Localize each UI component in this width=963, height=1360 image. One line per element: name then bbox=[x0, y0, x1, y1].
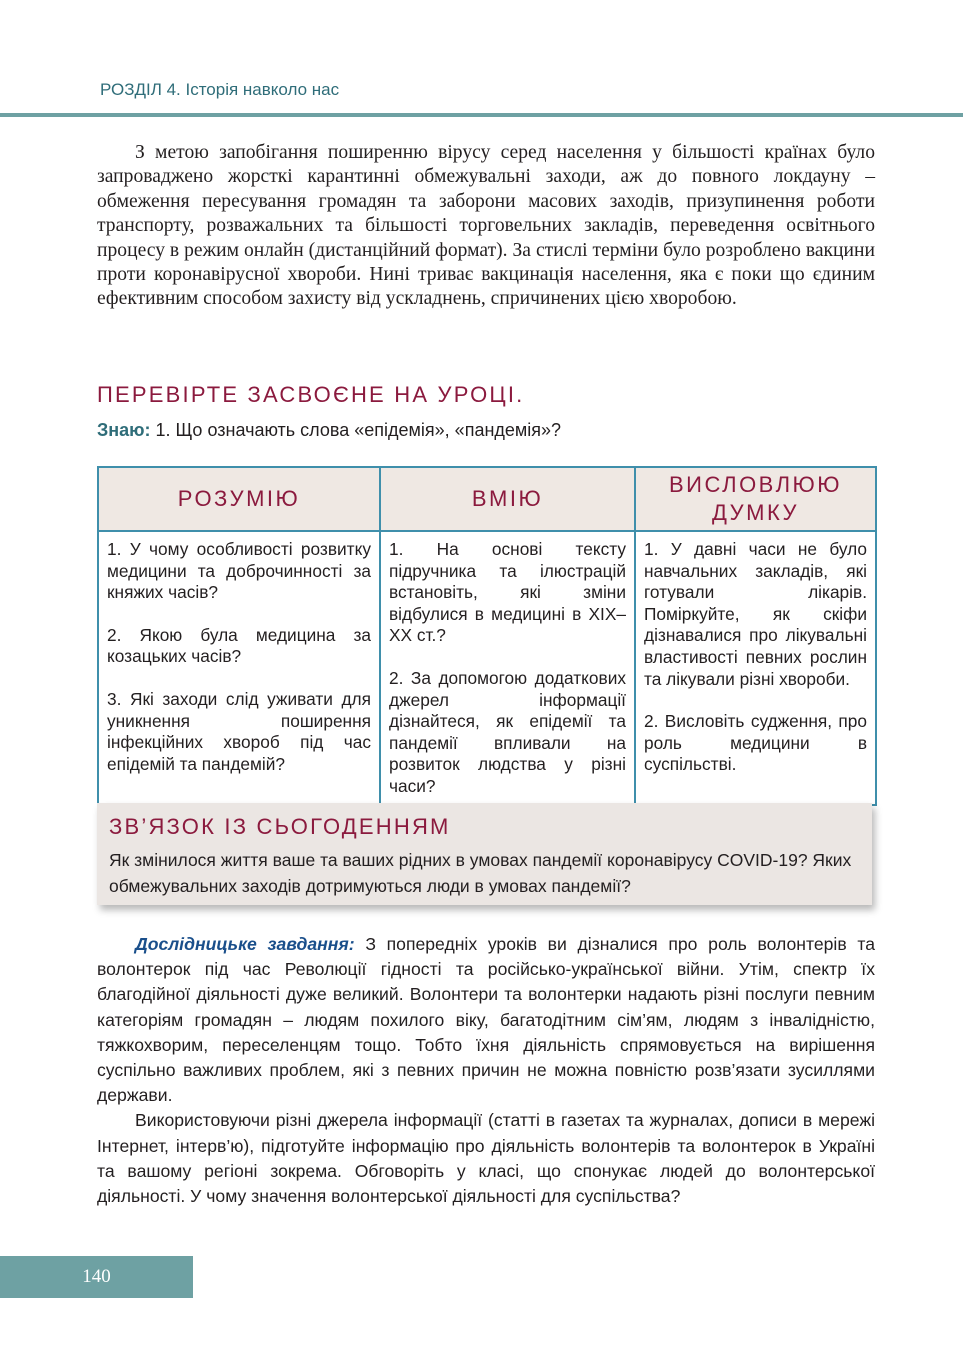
know-text: 1. Що означають слова «епідемія», «пандемія»? bbox=[155, 420, 562, 440]
task-item: 1. У чому особливості розвитку медицини та доброчинності за княжих часів? bbox=[107, 539, 371, 603]
column-header-can: ВМІЮ bbox=[380, 467, 635, 531]
research-task bbox=[97, 932, 875, 1209]
column-can bbox=[380, 531, 635, 805]
task-item: 2. За допомогою додаткових джерел інформації дізнайтеся, як епідемії та пандемії впливали на розвиток людства у різні часи? bbox=[389, 667, 626, 796]
column-understand bbox=[98, 531, 380, 805]
task-item: 3. Які заходи слід уживати для уникнення поширення інфекційних хвороб під час епідемій та пандемій? bbox=[107, 688, 371, 774]
tasks-table bbox=[97, 466, 877, 806]
intro-paragraph: З метою запобігання поширенню вірусу серед населення у більшості країнах було запроваджено жорсткі карантинні обмежувальні заходи, аж до повного локдауну – обмеження пересування громадян та заборони масових заходів, призупинення роботи транспорту, розважальних та більшості торговельних закладів, переведення освітнього процесу в режим онлайн (дистанційний формат). За стислі терміни було розроблено вакцини проти коронавірусної хвороби. Нині триває вакцинація населення, яка є поки що єдиним ефективним способом захисту від ускладнень, спричинених цією хворобою. bbox=[97, 142, 875, 310]
column-opinion bbox=[635, 531, 876, 805]
know-question bbox=[97, 420, 561, 441]
column-header-understand: РОЗУМІЮ bbox=[98, 467, 380, 531]
task-item: 2. Якою була медицина за козацьких часів? bbox=[107, 624, 371, 667]
know-label: Знаю: bbox=[97, 420, 151, 440]
column-header-opinion: ВИСЛОВЛЮЮ ДУМКУ bbox=[635, 467, 876, 531]
header-section: РОЗДІЛ 4. bbox=[100, 80, 181, 99]
task-item: 1. На основі тексту підручника та ілюстрацій встановіть, які зміни відбулися в медицині в ХІХ–ХХ ст.? bbox=[389, 539, 626, 646]
header-title: Історія навколо нас bbox=[185, 80, 340, 99]
connection-title: ЗВ’ЯЗОК ІЗ СЬОГОДЕННЯМ bbox=[109, 814, 451, 839]
present-connection-box bbox=[97, 803, 872, 905]
research-text: З попередніх уроків ви дізналися про роль волонтерів та волонтерок під час Революції гідності та російсько-української війни. Утім, спектр їх благодійної діяльності дуже великий. Волонтери та волонтерки надають різні послуги певним категоріям громадян – людям похилого віку, багатодітним сім’ям, людям з інвалідністю, тяжкохворим, переселенцям тощо. Тобто їхня діяльність спрямовується на вирішення суспільно важливих проблем, які з певних причин не можна повністю розв’язати зусиллями держави. bbox=[97, 934, 876, 1106]
check-section-title: ПЕРЕВІРТЕ ЗАСВОЄНЕ НА УРОЦІ. bbox=[97, 382, 525, 407]
research-paragraph bbox=[97, 932, 875, 1108]
header-divider bbox=[0, 113, 963, 117]
task-item: 1. У давні часи не було навчальних закладів, які готували лікарів. Поміркуйте, як скіфи дізнавалися про лікувальні властивості певних рослин та лікували різні хвороби. bbox=[644, 539, 867, 689]
research-label: Дослідницьке завдання: bbox=[135, 934, 355, 954]
connection-text: Як змінилося життя ваше та ваших рідних в умовах пандемії коронавірусу COVID-19? Яких обмежувальних заходів дотримуються люди в умовах пандемії? bbox=[109, 850, 852, 896]
page-number: 140 bbox=[82, 1266, 111, 1287]
task-item: 2. Висловіть судження, про роль медицини в суспільстві. bbox=[644, 711, 867, 775]
running-header bbox=[100, 80, 339, 100]
page-number-box bbox=[0, 1256, 193, 1298]
research-paragraph-2: Використовуючи різні джерела інформації (статті в газетах та журналах, дописи в мережі Інтернет, інтерв’ю), підготуйте інформацію про діяльність волонтерів та волонтерок в Україні та вашому регіоні зокрема. Обговоріть у класі, що спонукає людей до волонтерської діяльності. У чому значення волонтерської діяльності для суспільства? bbox=[97, 1110, 875, 1207]
